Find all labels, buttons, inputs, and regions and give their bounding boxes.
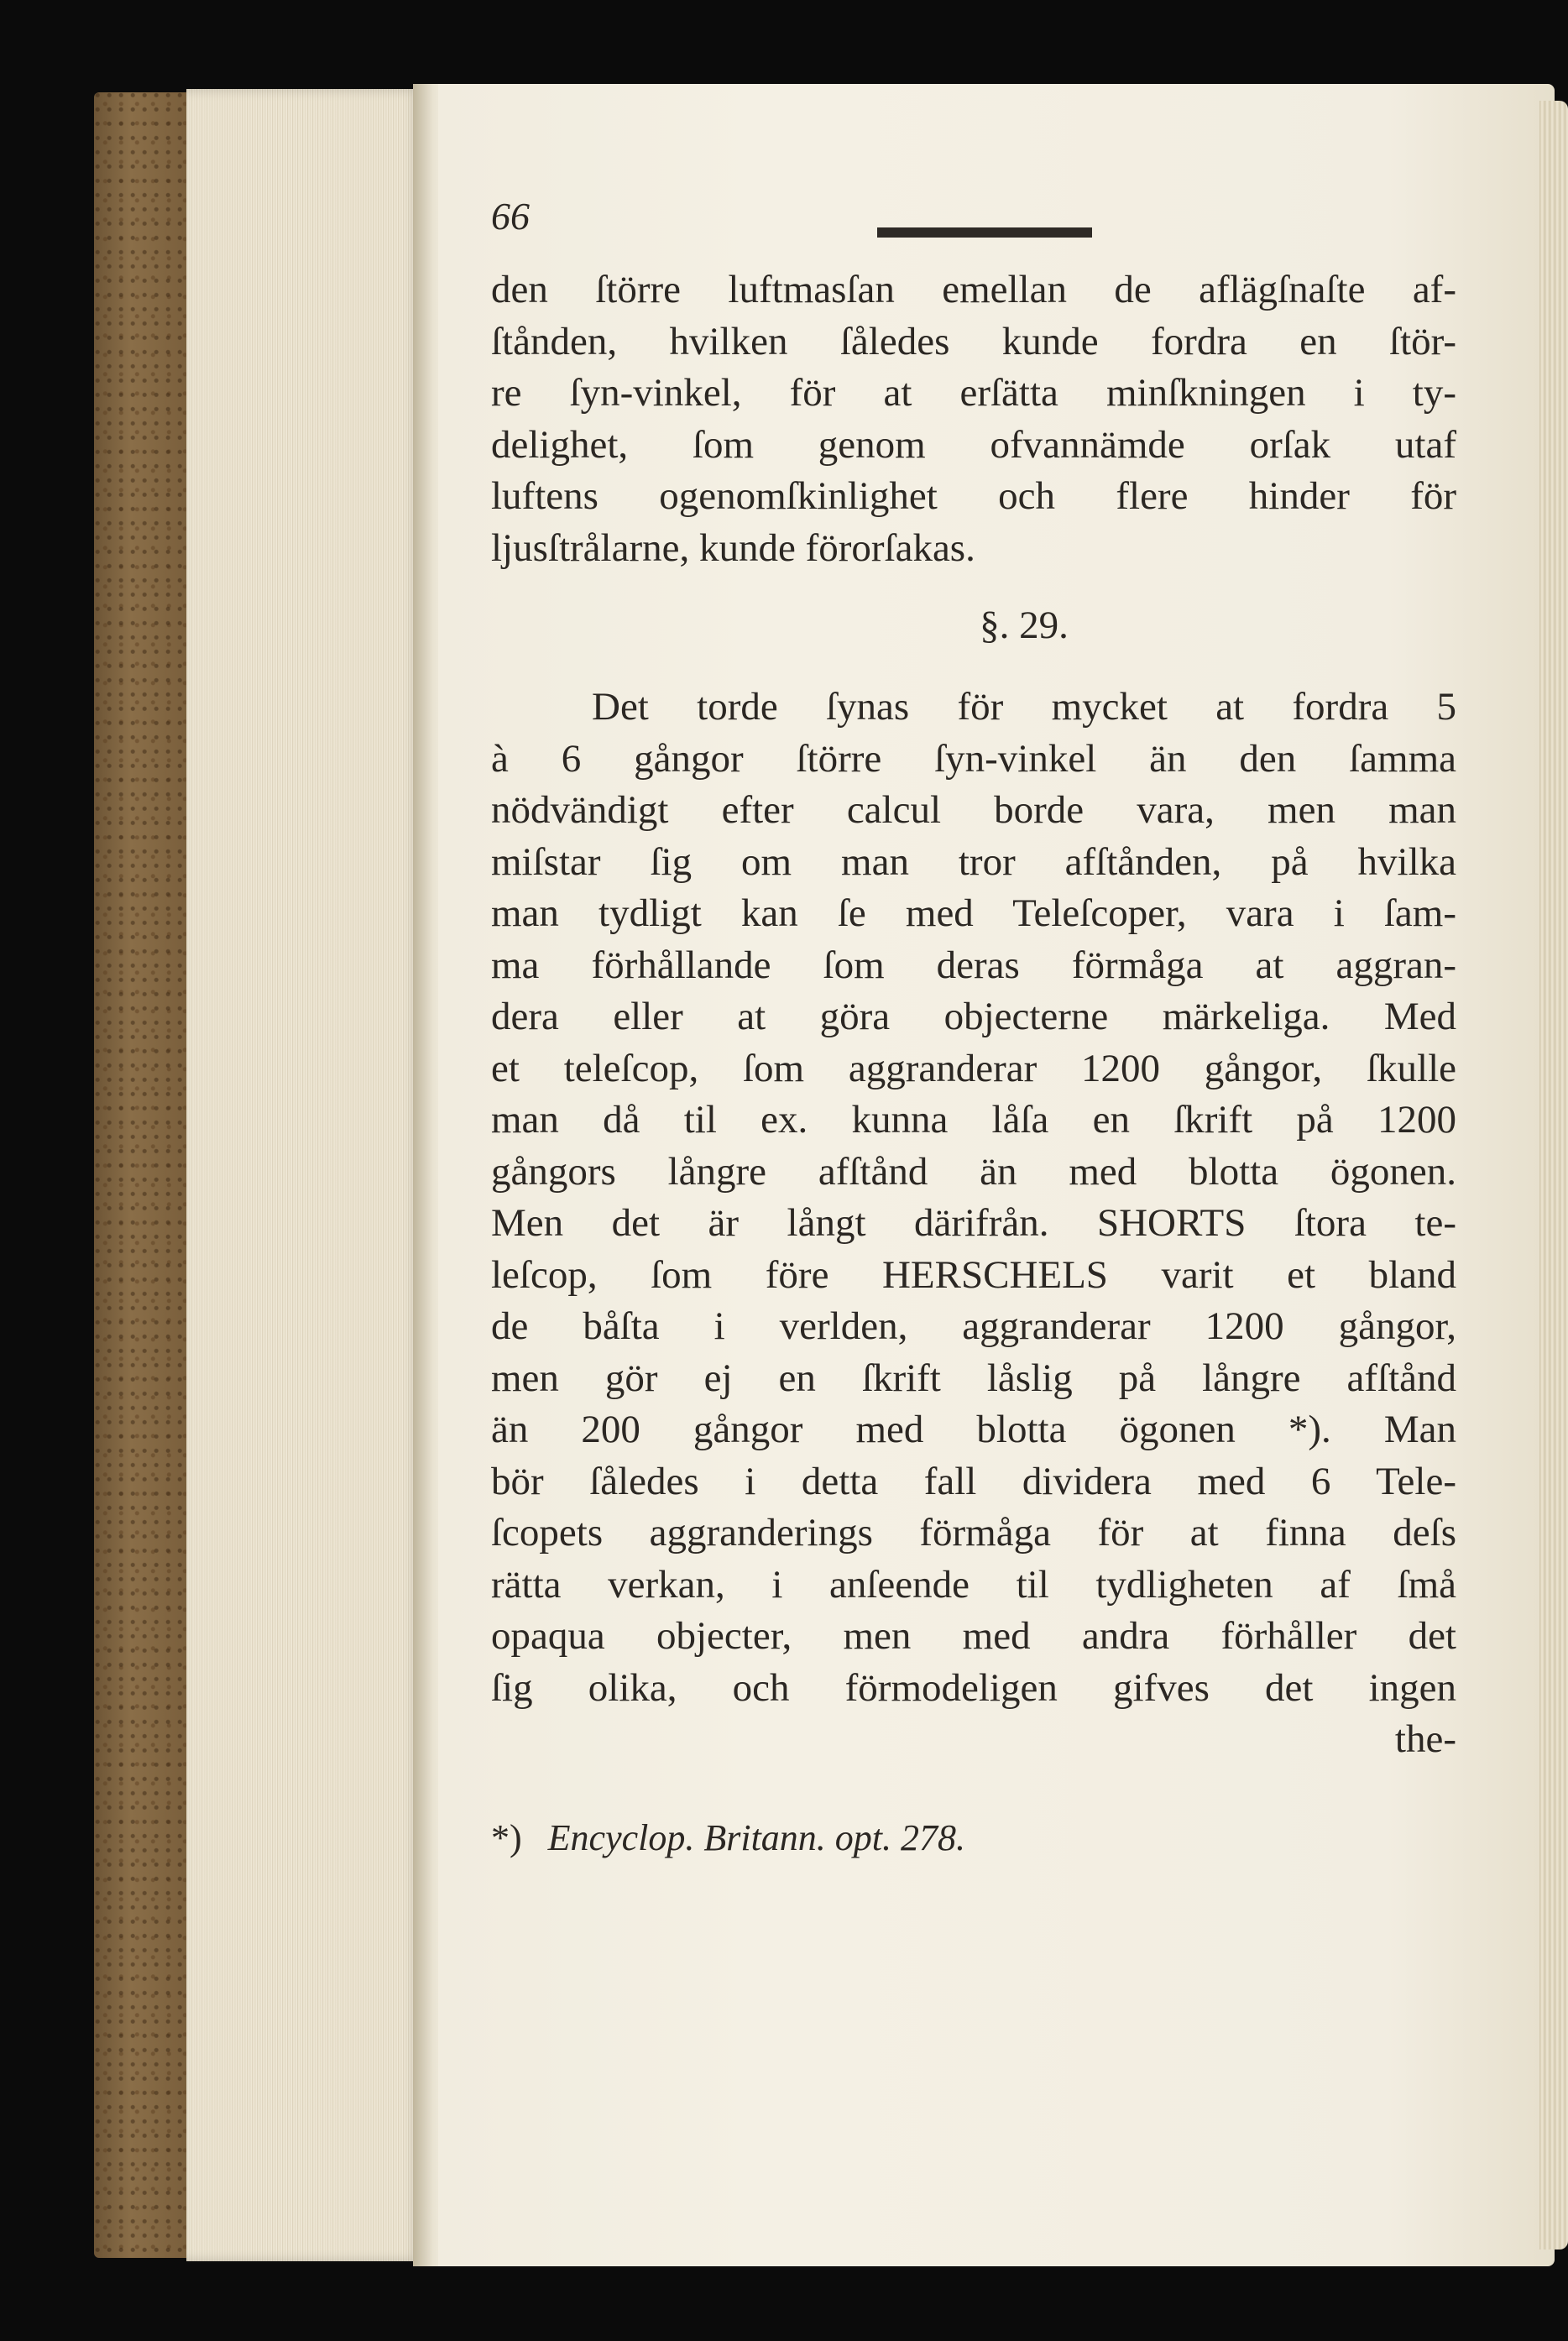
text-line: bör ſåledes i detta fall dividera med 6 Tele-: [491, 1459, 1456, 1503]
text-line: miſstar ſig om man tror afſtånden, på hvilka: [491, 839, 1456, 884]
right-page-edge: [1539, 101, 1568, 2250]
text-line: luftens ogenomſkinlighet och flere hinder för: [491, 474, 1456, 518]
text-line: man tydligt kan ſe med Teleſcoper, vara i ſam-: [491, 891, 1456, 935]
text-line: Men det är långt därifrån. SHORTS ſtora te-: [491, 1201, 1456, 1245]
page-edges: [186, 89, 421, 2261]
footnote: [491, 1816, 1456, 1859]
footnote-text: Encyclop. Britann. opt. 278.: [547, 1816, 966, 1858]
continuation-paragraph: [491, 264, 1456, 574]
text-line: ma förhållande ſom deras förmåga at aggran-: [491, 943, 1456, 987]
text-line: delighet, ſom genom ofvannämde orſak utaf: [491, 422, 1456, 467]
text-line: men gör ej en ſkrift låslig på långre afſtånd: [491, 1356, 1456, 1400]
ornamental-rule: [877, 227, 1092, 238]
section-heading: §. 29.: [980, 604, 1069, 647]
text-line: ſcopets aggranderings förmåga för at finna deſs: [491, 1511, 1456, 1555]
text-line: den ſtörre luftmasſan emellan de aflägſnaſte af-: [491, 268, 1456, 311]
text-line: än 200 gångor med blotta ögonen *). Man: [491, 1408, 1456, 1451]
text-line: nödvändigt efter calcul borde vara, men man: [491, 788, 1456, 832]
text-line: man då til ex. kunna låſa en ſkrift på 1200: [491, 1098, 1456, 1142]
catchword: the-: [1394, 1717, 1456, 1761]
footnote-mark: *): [491, 1816, 522, 1858]
text-line: opaqua objecter, men med andra förhåller det: [491, 1614, 1456, 1658]
page-content: [491, 189, 1456, 1859]
text-line: leſcop, ſom före HERSCHELS varit et bland: [491, 1252, 1456, 1297]
page-number: 66: [491, 195, 530, 238]
book-cover: [94, 92, 186, 2258]
text-line: à 6 gångor ſtörre ſyn-vinkel än den ſamma: [491, 736, 1456, 781]
text-line: gångors långre afſtånd än med blotta ögonen.: [491, 1149, 1456, 1194]
text-line: dera eller at göra objecterne märkeliga. Med: [491, 995, 1456, 1038]
text-line: ljusſtrålarne, kunde förorſakas.: [491, 525, 975, 570]
text-line: re ſyn-vinkel, för at erſätta minſkningen i ty-: [491, 371, 1456, 415]
section-paragraph: [491, 682, 1456, 1766]
text-line: et teleſcop, ſom aggranderar 1200 gångor, ſkulle: [491, 1046, 1456, 1090]
text-line: de båſta i verlden, aggranderar 1200 gångor,: [491, 1304, 1456, 1348]
text-line: ſig olika, och förmodeligen gifves det ingen: [491, 1665, 1456, 1710]
text-line: ſtånden, hvilken ſåledes kunde fordra en ſtör-: [491, 319, 1456, 363]
text-line: Det torde ſynas för mycket at fordra 5: [592, 685, 1456, 729]
text-line: rätta verkan, i anſeende til tydligheten af ſmå: [491, 1562, 1456, 1607]
running-head: [491, 189, 1456, 264]
